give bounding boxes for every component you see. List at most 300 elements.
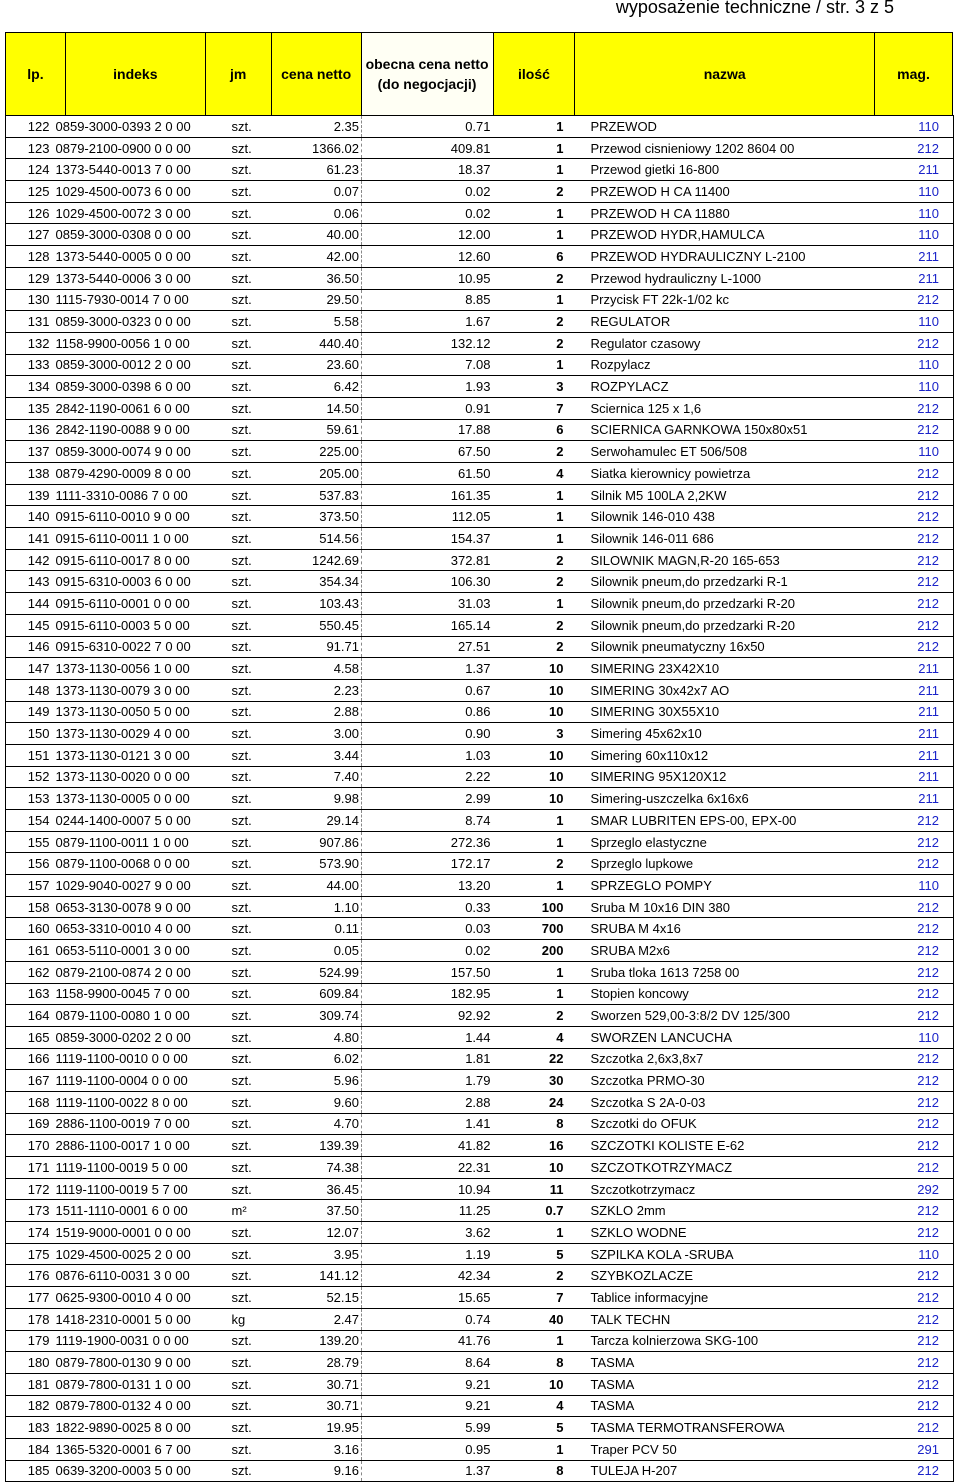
row-jm: m² xyxy=(232,1200,272,1222)
row-jm: szt. xyxy=(232,1091,272,1113)
row-cena-netto: 1242.69 xyxy=(272,549,362,571)
row-cena-netto: 9.16 xyxy=(272,1460,362,1482)
row-indeks: 0244-1400-0007 5 0 00 xyxy=(52,810,232,832)
table-row xyxy=(6,1352,954,1374)
row-indeks: 0859-3000-0308 0 0 00 xyxy=(52,224,232,246)
row-ilosc: 3 xyxy=(494,376,576,398)
row-cena-netto: 36.50 xyxy=(272,267,362,289)
row-indeks: 1029-4500-0072 3 0 00 xyxy=(52,202,232,224)
row-indeks: 1822-9890-0025 8 0 00 xyxy=(52,1417,232,1439)
row-nazwa: SZKLO WODNE xyxy=(576,1222,876,1244)
row-nazwa: SIMERING 23X42X10 xyxy=(576,658,876,680)
row-lp: 124 xyxy=(6,159,52,181)
row-nazwa: ROZPYLACZ xyxy=(576,376,876,398)
row-mag: 212 xyxy=(876,1157,954,1179)
row-mag: 212 xyxy=(876,1135,954,1157)
row-obecna-cena: 31.03 xyxy=(362,593,494,615)
row-cena-netto: 3.00 xyxy=(272,723,362,745)
row-cena-netto: 2.35 xyxy=(272,116,362,138)
row-obecna-cena: 9.21 xyxy=(362,1395,494,1417)
row-mag: 212 xyxy=(876,1222,954,1244)
table-row xyxy=(6,593,954,615)
row-cena-netto: 74.38 xyxy=(272,1157,362,1179)
row-obecna-cena: 7.08 xyxy=(362,354,494,376)
table-row xyxy=(6,289,954,311)
row-jm: szt. xyxy=(232,1460,272,1482)
row-ilosc: 1 xyxy=(494,159,576,181)
row-jm: szt. xyxy=(232,289,272,311)
row-ilosc: 11 xyxy=(494,1178,576,1200)
table-row xyxy=(6,1308,954,1330)
row-nazwa: Przewod cisnieniowy 1202 8604 00 xyxy=(576,137,876,159)
row-obecna-cena: 0.90 xyxy=(362,723,494,745)
row-indeks: 1373-5440-0013 7 0 00 xyxy=(52,159,232,181)
row-ilosc: 200 xyxy=(494,940,576,962)
row-cena-netto: 373.50 xyxy=(272,506,362,528)
row-nazwa: Sworzen 529,00-3:8/2 DV 125/300 xyxy=(576,1005,876,1027)
row-mag: 212 xyxy=(876,1048,954,1070)
row-mag: 212 xyxy=(876,289,954,311)
row-jm: szt. xyxy=(232,896,272,918)
row-ilosc: 10 xyxy=(494,1373,576,1395)
row-mag: 291 xyxy=(876,1438,954,1460)
row-indeks: 0915-6310-0003 6 0 00 xyxy=(52,571,232,593)
table-row xyxy=(6,376,954,398)
row-mag: 212 xyxy=(876,636,954,658)
row-jm: szt. xyxy=(232,463,272,485)
row-mag: 211 xyxy=(876,658,954,680)
row-cena-netto: 550.45 xyxy=(272,614,362,636)
row-cena-netto: 139.39 xyxy=(272,1135,362,1157)
row-obecna-cena: 9.21 xyxy=(362,1373,494,1395)
row-lp: 129 xyxy=(6,267,52,289)
row-nazwa: Szczotki do OFUK xyxy=(576,1113,876,1135)
row-ilosc: 22 xyxy=(494,1048,576,1070)
table-row xyxy=(6,810,954,832)
table-row xyxy=(6,1200,954,1222)
row-cena-netto: 7.40 xyxy=(272,766,362,788)
row-cena-netto: 4.70 xyxy=(272,1113,362,1135)
row-lp: 161 xyxy=(6,940,52,962)
row-cena-netto: 573.90 xyxy=(272,853,362,875)
table-row xyxy=(6,1417,954,1439)
row-lp: 149 xyxy=(6,701,52,723)
row-obecna-cena: 0.91 xyxy=(362,397,494,419)
row-lp: 181 xyxy=(6,1373,52,1395)
row-indeks: 0915-6110-0001 0 0 00 xyxy=(52,593,232,615)
row-obecna-cena: 61.50 xyxy=(362,463,494,485)
row-lp: 184 xyxy=(6,1438,52,1460)
row-jm: szt. xyxy=(232,1417,272,1439)
row-nazwa: Tarcza kolnierzowa SKG-100 xyxy=(576,1330,876,1352)
row-mag: 211 xyxy=(876,723,954,745)
table-row xyxy=(6,1070,954,1092)
table-row xyxy=(6,896,954,918)
table-row xyxy=(6,202,954,224)
row-ilosc: 1 xyxy=(494,116,576,138)
row-indeks: 1418-2310-0001 5 0 00 xyxy=(52,1308,232,1330)
row-lp: 122 xyxy=(6,116,52,138)
row-lp: 169 xyxy=(6,1113,52,1135)
row-jm: szt. xyxy=(232,1373,272,1395)
row-obecna-cena: 0.95 xyxy=(362,1438,494,1460)
row-lp: 170 xyxy=(6,1135,52,1157)
row-lp: 136 xyxy=(6,419,52,441)
row-mag: 212 xyxy=(876,397,954,419)
row-jm: szt. xyxy=(232,159,272,181)
row-obecna-cena: 0.02 xyxy=(362,940,494,962)
row-mag: 110 xyxy=(876,376,954,398)
row-obecna-cena: 0.67 xyxy=(362,679,494,701)
row-cena-netto: 609.84 xyxy=(272,983,362,1005)
row-indeks: 0915-6110-0011 1 0 00 xyxy=(52,528,232,550)
row-obecna-cena: 8.74 xyxy=(362,810,494,832)
row-obecna-cena: 112.05 xyxy=(362,506,494,528)
row-jm: szt. xyxy=(232,875,272,897)
row-cena-netto: 3.44 xyxy=(272,744,362,766)
row-jm: szt. xyxy=(232,376,272,398)
row-lp: 139 xyxy=(6,484,52,506)
row-obecna-cena: 154.37 xyxy=(362,528,494,550)
row-mag: 212 xyxy=(876,831,954,853)
row-cena-netto: 205.00 xyxy=(272,463,362,485)
row-indeks: 1119-1100-0019 5 0 00 xyxy=(52,1157,232,1179)
row-indeks: 0879-4290-0009 8 0 00 xyxy=(52,463,232,485)
row-jm: szt. xyxy=(232,1178,272,1200)
row-obecna-cena: 172.17 xyxy=(362,853,494,875)
row-obecna-cena: 0.86 xyxy=(362,701,494,723)
row-ilosc: 2 xyxy=(494,636,576,658)
row-cena-netto: 19.95 xyxy=(272,1417,362,1439)
row-lp: 154 xyxy=(6,810,52,832)
row-indeks: 1119-1100-0004 0 0 00 xyxy=(52,1070,232,1092)
table-row xyxy=(6,1373,954,1395)
row-mag: 212 xyxy=(876,918,954,940)
row-obecna-cena: 1.37 xyxy=(362,1460,494,1482)
row-mag: 110 xyxy=(876,441,954,463)
row-jm: szt. xyxy=(232,1287,272,1309)
row-indeks: 0639-3200-0003 5 0 00 xyxy=(52,1460,232,1482)
row-nazwa: PRZEWOD H CA 11400 xyxy=(576,181,876,203)
table-row xyxy=(6,267,954,289)
row-ilosc: 6 xyxy=(494,246,576,268)
row-nazwa: SRUBA M 4x16 xyxy=(576,918,876,940)
row-indeks: 2886-1100-0019 7 0 00 xyxy=(52,1113,232,1135)
row-mag: 212 xyxy=(876,1395,954,1417)
row-mag: 110 xyxy=(876,202,954,224)
table-row xyxy=(6,549,954,571)
row-cena-netto: 1.10 xyxy=(272,896,362,918)
row-obecna-cena: 27.51 xyxy=(362,636,494,658)
col-obecna-cena: obecna cena netto (do negocjacji) xyxy=(361,33,493,116)
row-mag: 212 xyxy=(876,1005,954,1027)
row-lp: 142 xyxy=(6,549,52,571)
row-indeks: 1373-1130-0050 5 0 00 xyxy=(52,701,232,723)
row-indeks: 0879-2100-0900 0 0 00 xyxy=(52,137,232,159)
row-indeks: 1373-1130-0056 1 0 00 xyxy=(52,658,232,680)
row-obecna-cena: 0.71 xyxy=(362,116,494,138)
row-mag: 212 xyxy=(876,1417,954,1439)
row-mag: 212 xyxy=(876,463,954,485)
row-obecna-cena: 10.94 xyxy=(362,1178,494,1200)
row-nazwa: SZYBKOZLACZE xyxy=(576,1265,876,1287)
row-cena-netto: 6.02 xyxy=(272,1048,362,1070)
table-row xyxy=(6,354,954,376)
table-row xyxy=(6,246,954,268)
row-nazwa: Siatka kierownicy powietrza xyxy=(576,463,876,485)
row-jm: szt. xyxy=(232,419,272,441)
row-ilosc: 2 xyxy=(494,267,576,289)
row-nazwa: Sciernica 125 x 1,6 xyxy=(576,397,876,419)
row-ilosc: 1 xyxy=(494,224,576,246)
row-ilosc: 2 xyxy=(494,853,576,875)
row-nazwa: SPRZEGLO POMPY xyxy=(576,875,876,897)
table-row xyxy=(6,1048,954,1070)
table-row xyxy=(6,744,954,766)
row-ilosc: 2 xyxy=(494,311,576,333)
row-mag: 212 xyxy=(876,549,954,571)
row-cena-netto: 30.71 xyxy=(272,1373,362,1395)
row-lp: 143 xyxy=(6,571,52,593)
row-jm: szt. xyxy=(232,614,272,636)
row-indeks: 1373-1130-0121 3 0 00 xyxy=(52,744,232,766)
row-obecna-cena: 0.02 xyxy=(362,202,494,224)
row-jm: szt. xyxy=(232,1330,272,1352)
table-row xyxy=(6,1395,954,1417)
row-jm: szt. xyxy=(232,723,272,745)
row-lp: 131 xyxy=(6,311,52,333)
row-nazwa: SZKLO 2mm xyxy=(576,1200,876,1222)
row-lp: 173 xyxy=(6,1200,52,1222)
row-obecna-cena: 11.25 xyxy=(362,1200,494,1222)
table-row xyxy=(6,961,954,983)
row-nazwa: PRZEWOD HYDR,HAMULCA xyxy=(576,224,876,246)
table-row xyxy=(6,1438,954,1460)
row-nazwa: PRZEWOD HYDRAULICZNY L-2100 xyxy=(576,246,876,268)
row-cena-netto: 5.58 xyxy=(272,311,362,333)
row-ilosc: 1 xyxy=(494,983,576,1005)
table-row xyxy=(6,940,954,962)
row-indeks: 0879-7800-0131 1 0 00 xyxy=(52,1373,232,1395)
row-lp: 150 xyxy=(6,723,52,745)
row-ilosc: 2 xyxy=(494,614,576,636)
table-row xyxy=(6,1460,954,1482)
row-cena-netto: 59.61 xyxy=(272,419,362,441)
table-row xyxy=(6,571,954,593)
row-mag: 212 xyxy=(876,961,954,983)
row-obecna-cena: 1.93 xyxy=(362,376,494,398)
row-obecna-cena: 1.37 xyxy=(362,658,494,680)
row-indeks: 0915-6310-0022 7 0 00 xyxy=(52,636,232,658)
row-nazwa: Rozpylacz xyxy=(576,354,876,376)
row-cena-netto: 0.05 xyxy=(272,940,362,962)
row-ilosc: 7 xyxy=(494,1287,576,1309)
row-nazwa: SIMERING 30x42x7 AO xyxy=(576,679,876,701)
row-jm: szt. xyxy=(232,484,272,506)
row-cena-netto: 0.11 xyxy=(272,918,362,940)
col-cena-netto: cena netto xyxy=(271,33,361,116)
row-jm: szt. xyxy=(232,332,272,354)
row-nazwa: PRZEWOD xyxy=(576,116,876,138)
row-ilosc: 10 xyxy=(494,788,576,810)
col-mag: mag. xyxy=(875,33,953,116)
row-lp: 168 xyxy=(6,1091,52,1113)
table-row xyxy=(6,506,954,528)
row-cena-netto: 23.60 xyxy=(272,354,362,376)
row-jm: kg xyxy=(232,1308,272,1330)
row-indeks: 0879-1100-0068 0 0 00 xyxy=(52,853,232,875)
row-nazwa: SIMERING 30X55X10 xyxy=(576,701,876,723)
table-row xyxy=(6,1113,954,1135)
row-obecna-cena: 5.99 xyxy=(362,1417,494,1439)
row-mag: 212 xyxy=(876,940,954,962)
row-obecna-cena: 1.03 xyxy=(362,744,494,766)
table-row xyxy=(6,1178,954,1200)
row-indeks: 0876-6110-0031 3 0 00 xyxy=(52,1265,232,1287)
row-indeks: 1029-4500-0025 2 0 00 xyxy=(52,1243,232,1265)
row-nazwa: Szczotka PRMO-30 xyxy=(576,1070,876,1092)
row-nazwa: Traper PCV 50 xyxy=(576,1438,876,1460)
row-obecna-cena: 0.03 xyxy=(362,918,494,940)
row-mag: 212 xyxy=(876,1113,954,1135)
row-cena-netto: 225.00 xyxy=(272,441,362,463)
row-indeks: 0859-3000-0012 2 0 00 xyxy=(52,354,232,376)
table-row xyxy=(6,332,954,354)
row-mag: 212 xyxy=(876,853,954,875)
row-jm: szt. xyxy=(232,1048,272,1070)
row-jm: szt. xyxy=(232,246,272,268)
row-mag: 212 xyxy=(876,614,954,636)
row-lp: 179 xyxy=(6,1330,52,1352)
row-obecna-cena: 1.79 xyxy=(362,1070,494,1092)
row-lp: 182 xyxy=(6,1395,52,1417)
row-ilosc: 1 xyxy=(494,593,576,615)
table-row xyxy=(6,1265,954,1287)
row-mag: 212 xyxy=(876,1287,954,1309)
row-mag: 212 xyxy=(876,1373,954,1395)
row-lp: 163 xyxy=(6,983,52,1005)
row-cena-netto: 36.45 xyxy=(272,1178,362,1200)
row-nazwa: Sruba tloka 1613 7258 00 xyxy=(576,961,876,983)
row-lp: 145 xyxy=(6,614,52,636)
row-indeks: 0879-1100-0011 1 0 00 xyxy=(52,831,232,853)
row-cena-netto: 537.83 xyxy=(272,484,362,506)
row-indeks: 1373-5440-0006 3 0 00 xyxy=(52,267,232,289)
row-obecna-cena: 0.74 xyxy=(362,1308,494,1330)
row-obecna-cena: 10.95 xyxy=(362,267,494,289)
row-cena-netto: 14.50 xyxy=(272,397,362,419)
row-mag: 212 xyxy=(876,1265,954,1287)
row-nazwa: Silownik pneum,do przedzarki R-20 xyxy=(576,593,876,615)
row-nazwa: Szczotka S 2A-0-03 xyxy=(576,1091,876,1113)
row-cena-netto: 44.00 xyxy=(272,875,362,897)
row-lp: 140 xyxy=(6,506,52,528)
row-obecna-cena: 1.44 xyxy=(362,1026,494,1048)
row-indeks: 0879-7800-0130 9 0 00 xyxy=(52,1352,232,1374)
row-ilosc: 8 xyxy=(494,1460,576,1482)
row-nazwa: Silownik pneum,do przedzarki R-20 xyxy=(576,614,876,636)
row-obecna-cena: 165.14 xyxy=(362,614,494,636)
row-mag: 292 xyxy=(876,1178,954,1200)
row-obecna-cena: 272.36 xyxy=(362,831,494,853)
col-nazwa: nazwa xyxy=(575,33,875,116)
row-ilosc: 2 xyxy=(494,549,576,571)
row-indeks: 0915-6110-0010 9 0 00 xyxy=(52,506,232,528)
row-nazwa: PRZEWOD H CA 11880 xyxy=(576,202,876,224)
row-ilosc: 2 xyxy=(494,1265,576,1287)
row-jm: szt. xyxy=(232,831,272,853)
row-nazwa: Silnik M5 100LA 2,2KW xyxy=(576,484,876,506)
row-indeks: 1111-3310-0086 7 0 00 xyxy=(52,484,232,506)
table-row xyxy=(6,224,954,246)
row-cena-netto: 52.15 xyxy=(272,1287,362,1309)
table-row xyxy=(6,701,954,723)
row-jm: szt. xyxy=(232,1265,272,1287)
row-cena-netto: 2.47 xyxy=(272,1308,362,1330)
row-nazwa: Serwohamulec ET 506/508 xyxy=(576,441,876,463)
row-mag: 212 xyxy=(876,506,954,528)
row-lp: 132 xyxy=(6,332,52,354)
row-ilosc: 10 xyxy=(494,744,576,766)
row-cena-netto: 9.60 xyxy=(272,1091,362,1113)
row-nazwa: TULEJA H-207 xyxy=(576,1460,876,1482)
row-indeks: 1158-9900-0045 7 0 00 xyxy=(52,983,232,1005)
row-indeks: 1373-1130-0029 4 0 00 xyxy=(52,723,232,745)
table-row xyxy=(6,766,954,788)
row-nazwa: Regulator czasowy xyxy=(576,332,876,354)
row-jm: szt. xyxy=(232,1157,272,1179)
row-mag: 212 xyxy=(876,1330,954,1352)
row-jm: szt. xyxy=(232,1395,272,1417)
row-indeks: 1029-9040-0027 9 0 00 xyxy=(52,875,232,897)
row-mag: 110 xyxy=(876,354,954,376)
row-ilosc: 10 xyxy=(494,1157,576,1179)
row-obecna-cena: 41.76 xyxy=(362,1330,494,1352)
row-nazwa: SZPILKA KOLA -SRUBA xyxy=(576,1243,876,1265)
row-cena-netto: 40.00 xyxy=(272,224,362,246)
row-indeks: 0859-3000-0074 9 0 00 xyxy=(52,441,232,463)
row-nazwa: TASMA xyxy=(576,1352,876,1374)
row-nazwa: Przewod gietki 16-800 xyxy=(576,159,876,181)
row-ilosc: 24 xyxy=(494,1091,576,1113)
row-obecna-cena: 1.81 xyxy=(362,1048,494,1070)
row-ilosc: 1 xyxy=(494,354,576,376)
row-indeks: 0859-3000-0398 6 0 00 xyxy=(52,376,232,398)
row-obecna-cena: 67.50 xyxy=(362,441,494,463)
row-indeks: 0625-9300-0010 4 0 00 xyxy=(52,1287,232,1309)
row-ilosc: 2 xyxy=(494,332,576,354)
table-row xyxy=(6,484,954,506)
row-mag: 212 xyxy=(876,484,954,506)
row-cena-netto: 514.56 xyxy=(272,528,362,550)
row-obecna-cena: 12.60 xyxy=(362,246,494,268)
row-jm: szt. xyxy=(232,1243,272,1265)
row-jm: szt. xyxy=(232,593,272,615)
row-jm: szt. xyxy=(232,1070,272,1092)
row-cena-netto: 103.43 xyxy=(272,593,362,615)
row-ilosc: 700 xyxy=(494,918,576,940)
row-mag: 211 xyxy=(876,246,954,268)
row-jm: szt. xyxy=(232,267,272,289)
row-nazwa: Sruba M 10x16 DIN 380 xyxy=(576,896,876,918)
row-jm: szt. xyxy=(232,961,272,983)
row-indeks: 0915-6110-0003 5 0 00 xyxy=(52,614,232,636)
row-nazwa: SILOWNIK MAGN,R-20 165-653 xyxy=(576,549,876,571)
col-ilosc: ilość xyxy=(493,33,575,116)
row-nazwa: Sprzeglo lupkowe xyxy=(576,853,876,875)
table-row xyxy=(6,853,954,875)
row-nazwa: SMAR LUBRITEN EPS-00, EPX-00 xyxy=(576,810,876,832)
